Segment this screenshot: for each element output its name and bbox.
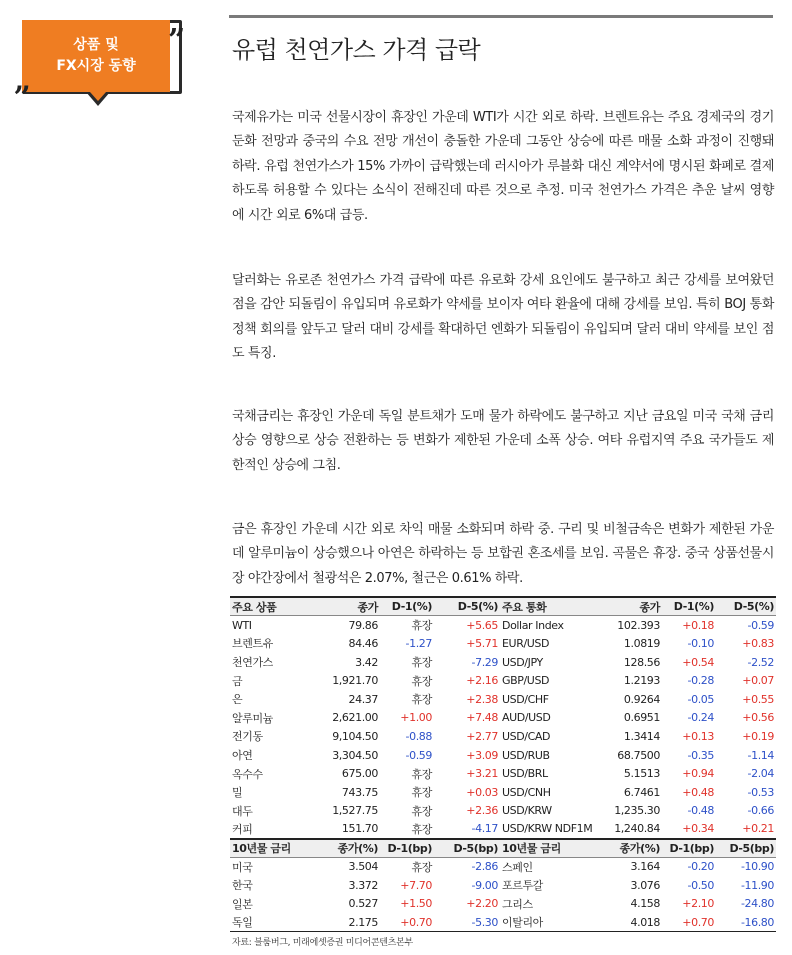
column-header: 주요 상품 [230, 597, 308, 616]
table-cell: +2.10 [682, 897, 714, 911]
table-cell: 0.527 [348, 897, 378, 911]
table-cell: -0.66 [747, 804, 774, 818]
table-cell: +0.55 [742, 692, 774, 706]
table-cell: +5.65 [466, 618, 498, 632]
column-header: D-1(%) [662, 597, 716, 616]
table-row [230, 690, 776, 709]
table-cell: 3.372 [348, 878, 378, 892]
column-header: 10년물 금리 [230, 839, 308, 858]
table-cell: USD/CAD [502, 729, 551, 743]
open-quote-icon: „ [14, 63, 32, 98]
table-header-bond-yields [230, 839, 776, 858]
table-cell: 1,921.70 [332, 674, 378, 688]
column-header: 종가 [308, 597, 380, 616]
table-cell: -1.27 [405, 636, 432, 650]
table-cell: -2.04 [747, 767, 774, 781]
table-row [230, 783, 776, 802]
table-cell: 휴장 [411, 786, 432, 800]
table-cell: +2.36 [466, 804, 498, 818]
table-cell: 전기동 [232, 730, 263, 744]
paragraph-fx: 달러화는 유로존 천연가스 가격 급락에 따른 유로화 강세 요인에도 불구하고 최근 강세를 보여왔던 점을 감안 되돌림이 유입되며 유로화가 약세를 보이자 여타 환율에 대해 강세를 보임. 특히 BOJ 통화정책 회의를 앞두고 달러 대비 강세를 확대하던 엔화가 되돌림이 유입되며 달러 대비 약세를 보인 점도 특징. [232, 273, 774, 362]
table-header-commodities-fx [230, 597, 776, 616]
table-row [230, 727, 776, 746]
table-cell: 1,527.75 [332, 804, 378, 818]
table-cell: -2.52 [747, 655, 774, 669]
table-cell: 한국 [232, 879, 253, 893]
table-cell: 은 [232, 693, 243, 707]
table-row [230, 671, 776, 690]
table-cell: USD/CHF [502, 692, 549, 706]
table-cell: 천연가스 [232, 656, 273, 670]
table-cell: -0.88 [405, 729, 432, 743]
table-row [230, 746, 776, 765]
column-header: D-5(%) [434, 597, 500, 616]
table-cell: +7.70 [400, 878, 432, 892]
table-cell: 휴장 [411, 693, 432, 707]
table-cell: -9.00 [471, 878, 498, 892]
table-cell: -1.14 [747, 748, 774, 762]
table-cell: 1.2193 [623, 674, 660, 688]
table-cell: +0.94 [682, 767, 714, 781]
table-cell: +0.13 [682, 729, 714, 743]
table-cell: +0.19 [742, 729, 774, 743]
table-row [230, 764, 776, 783]
table-cell: USD/KRW [502, 804, 552, 818]
table-cell: 2.175 [308, 913, 380, 932]
table-cell: 그리스 [502, 897, 533, 911]
table-cell: -0.10 [687, 636, 714, 650]
table-cell: +1.00 [400, 711, 432, 725]
table-cell: 79.86 [348, 618, 378, 632]
paragraph-metals: 금은 휴장인 가운데 시간 외로 차익 매물 소화되며 하락 중. 구리 및 비철금속은 변화가 제한된 가운데 알루미늄이 상승했으나 아연은 하락하는 등 보합권 혼조세를 보임. 곡물은 휴장. 중국 상품선물시장 야간장에서 철광석은 2.07%, 철근은 0.61% 하락. [232, 522, 774, 586]
page-title: 유럽 천연가스 가격 급락 [232, 36, 481, 64]
table-row [230, 820, 776, 839]
table-cell: USD/JPY [502, 655, 543, 669]
table-cell: -16.80 [716, 913, 776, 932]
table-cell: WTI [232, 618, 252, 632]
table-cell: +0.83 [742, 636, 774, 650]
table-cell: Dollar Index [502, 618, 564, 632]
table-row [230, 634, 776, 653]
table-cell: 84.46 [348, 636, 378, 650]
table-cell: +2.77 [466, 729, 498, 743]
table-cell: 1,240.84 [614, 822, 660, 836]
table-cell: 4.158 [630, 897, 660, 911]
table-cell: 휴장 [411, 822, 432, 836]
table-cell: 휴장 [411, 674, 432, 688]
table-cell: 옥수수 [232, 767, 263, 781]
table-cell: 휴장 [411, 767, 432, 781]
table-cell: -4.17 [471, 822, 498, 836]
table-cell: USD/KRW NDF1M [502, 822, 593, 836]
table-cell: 743.75 [341, 785, 378, 799]
column-header: D-1(bp) [662, 839, 716, 858]
table-cell: 대두 [232, 804, 253, 818]
table-cell: USD/CNH [502, 785, 551, 799]
table-cell: 3.504 [348, 860, 378, 874]
table-cell: -0.24 [687, 711, 714, 725]
table-cell: -7.29 [471, 655, 498, 669]
table-cell: 68.7500 [617, 748, 660, 762]
table-cell: 이탈리아 [500, 913, 598, 932]
table-cell: +3.09 [466, 748, 498, 762]
table-cell: +1.50 [400, 897, 432, 911]
table-cell: 0.6951 [623, 711, 660, 725]
table-cell: EUR/USD [502, 636, 550, 650]
table-cell: -10.90 [740, 860, 774, 874]
table-cell: 3.164 [630, 860, 660, 874]
table-cell: 1,235.30 [614, 804, 660, 818]
table-cell: 2,621.00 [332, 711, 378, 725]
table-cell: +2.38 [466, 692, 498, 706]
table-row [230, 653, 776, 672]
table-cell: 6.7461 [623, 785, 660, 799]
table-cell: 일본 [232, 897, 253, 911]
column-header: 10년물 금리 [500, 839, 598, 858]
table-cell: +0.54 [682, 655, 714, 669]
table-cell: 102.393 [617, 618, 660, 632]
table-cell: -2.86 [471, 860, 498, 874]
close-quote-icon: ” [168, 23, 186, 58]
table-cell: +3.21 [466, 767, 498, 781]
table-cell: 0.9264 [623, 692, 660, 706]
column-header: D-5(%) [716, 597, 776, 616]
table-cell: USD/BRL [502, 767, 548, 781]
table-cell: -0.48 [687, 804, 714, 818]
column-header: 주요 통화 [500, 597, 598, 616]
table-cell: 포르투갈 [502, 879, 543, 893]
section-badge [14, 16, 186, 112]
table-cell: -11.90 [740, 878, 774, 892]
table-row [230, 913, 776, 932]
column-header: D-5(bp) [716, 839, 776, 858]
table-cell: +7.48 [466, 711, 498, 725]
table-cell: 커피 [232, 822, 253, 836]
table-cell: 9,104.50 [332, 729, 378, 743]
table-cell: 미국 [232, 860, 253, 874]
table-cell: -0.05 [687, 692, 714, 706]
table-cell: +0.07 [742, 674, 774, 688]
table-cell: 151.70 [341, 822, 378, 836]
paragraph-oil: 국제유가는 미국 선물시장이 휴장인 가운데 WTI가 시간 외로 하락. 브렌트유는 주요 경제국의 경기 둔화 전망과 중국의 수요 전망 개선이 충돌한 가운데 그동안 상승에 따른 매물 소화 과정이 진행돼 하락. 유럽 천연가스가 15% 가까이 급락했는데 러시아가 루블화 대신 계약서에 명시된 화폐로 결제하도록 허용할 수 있다는 소식이 전해진데 따른 것으로 추정. 미국 천연가스 가격은 추운 날씨 영향에 시간 외로 6%대 급등. [232, 110, 774, 223]
table-cell: 아연 [232, 749, 253, 763]
table-cell: 1.0819 [623, 636, 660, 650]
table-cell: 24.37 [348, 692, 378, 706]
column-header: 종가(%) [308, 839, 380, 858]
table-cell: +0.48 [682, 785, 714, 799]
table-cell: -5.30 [434, 913, 500, 932]
badge-label [22, 20, 170, 92]
table-row [230, 895, 776, 914]
table-cell: 휴장 [411, 656, 432, 670]
table-cell: +0.70 [380, 913, 434, 932]
paragraph-bonds: 국채금리는 휴장인 가운데 독일 분트채가 도매 물가 하락에도 불구하고 지난 금요일 미국 국채 금리 상승 영향으로 상승 전환하는 등 변화가 제한된 가운데 소폭 상승. 여타 유럽지역 주요 국가들도 제한적인 상승에 그침. [232, 409, 774, 473]
table-cell: AUD/USD [502, 711, 551, 725]
table-cell: 스페인 [502, 860, 533, 874]
source-note: 자료: 블룸버그, 미래에셋증권 미디어콘텐츠본부 [232, 938, 413, 948]
table-cell: 4.018 [598, 913, 662, 932]
table-cell: 3,304.50 [332, 748, 378, 762]
table-cell: -0.28 [687, 674, 714, 688]
table-cell: -0.59 [405, 748, 432, 762]
table-row [230, 709, 776, 728]
table-cell: 밀 [232, 786, 243, 800]
table-cell: 휴장 [411, 619, 432, 633]
column-header: D-1(bp) [380, 839, 434, 858]
table-cell: -0.20 [687, 860, 714, 874]
badge-line-1: 상품 및 [73, 37, 119, 53]
table-row [230, 616, 776, 635]
table-cell: -0.53 [747, 785, 774, 799]
table-cell: +0.03 [466, 785, 498, 799]
table-cell: 휴장 [411, 860, 432, 874]
table-cell: 3.42 [355, 655, 378, 669]
table-cell: 5.1513 [623, 767, 660, 781]
table-cell: 3.076 [630, 878, 660, 892]
table-row [230, 857, 776, 876]
column-header: D-1(%) [380, 597, 434, 616]
table-row [230, 802, 776, 821]
column-header: 종가 [598, 597, 662, 616]
table-cell: -0.50 [687, 878, 714, 892]
table-cell: 독일 [230, 913, 308, 932]
badge-line-2: FX시장 동향 [56, 58, 136, 74]
table-cell: 브렌트유 [232, 637, 273, 651]
table-cell: USD/RUB [502, 748, 550, 762]
table-cell: +0.18 [682, 618, 714, 632]
column-header: 종가(%) [598, 839, 662, 858]
table-cell: +0.70 [662, 913, 716, 932]
table-cell: +5.71 [466, 636, 498, 650]
table-cell: -0.59 [747, 618, 774, 632]
table-cell: 675.00 [341, 767, 378, 781]
table-cell: +0.56 [742, 711, 774, 725]
table-row [230, 876, 776, 895]
market-table [230, 596, 776, 932]
table-cell: +0.34 [682, 822, 714, 836]
table-cell: 휴장 [411, 804, 432, 818]
table-cell: +2.16 [466, 674, 498, 688]
table-cell: 1.3414 [623, 729, 660, 743]
column-header: D-5(bp) [434, 839, 500, 858]
table-cell: GBP/USD [502, 674, 550, 688]
table-cell: 128.56 [623, 655, 660, 669]
header-rule [229, 15, 773, 18]
table-cell: 금 [232, 674, 243, 688]
table-cell: -24.80 [740, 897, 774, 911]
table-cell: +2.20 [466, 897, 498, 911]
table-cell: +0.21 [742, 822, 774, 836]
table-cell: -0.35 [687, 748, 714, 762]
badge-tail-fill [90, 92, 106, 101]
table-cell: 알루미늄 [232, 711, 273, 725]
